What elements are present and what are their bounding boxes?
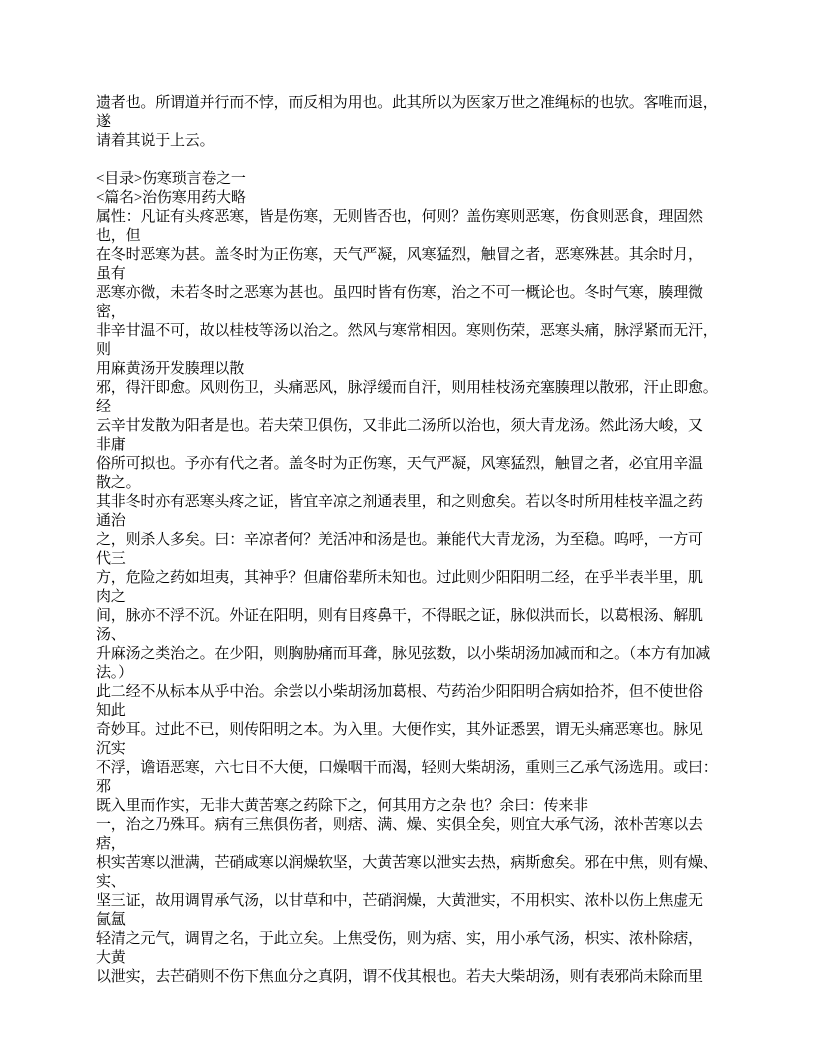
- text-line: 遂: [96, 114, 111, 130]
- text-line: 恶寒亦微，未若冬时之恶寒为甚也。虽四时皆有伤寒，治之不可一概论也。冬时气寒，腠理微: [96, 285, 703, 301]
- text-line: 属性：凡证有头疼恶寒，皆是伤寒，无则皆否也，何则？盖伤寒则恶寒，伤食则恶食，理固然: [96, 209, 703, 225]
- text-line: 在冬时恶寒为甚。盖冬时为正伤寒，天气严凝，风寒猛烈，触冒之者，恶寒殊甚。其余时月，: [96, 247, 703, 263]
- text-line: 经: [96, 399, 111, 415]
- text-line: 非辛甘温不可，故以桂枝等汤以治之。然风与寒常相因。寒则伤荣，恶寒头痛，脉浮紧而无汗，: [96, 323, 718, 339]
- text-line: 之，则杀人多矣。曰：辛凉者何？羌活冲和汤是也。兼能代大青龙汤，为至稳。呜呼，一方可: [96, 532, 703, 548]
- text-line: 沉实: [96, 741, 126, 757]
- text-line: 枳实苦寒以泄满，芒硝咸寒以润燥软坚，大黄苦寒以泄实去热，病斯愈矣。邪在中焦，则有燥、: [96, 855, 718, 871]
- text-line: 坚三证，故用调胃承气汤，以甘草和中，芒硝润燥，大黄泄实，不用枳实、浓朴以伤上焦虚无: [96, 893, 703, 909]
- text-line: 方，危险之药如坦夷，其神乎？但庸俗辈所未知也。过此则少阳阳明二经，在乎半表半里，肌: [96, 570, 703, 586]
- text-line: 用麻黄汤开发腠理以散: [96, 361, 245, 377]
- text-line: 邪，得汗即愈。风则伤卫，头痛恶风，脉浮缓而自汗，则用桂枝汤充塞腠理以散邪，汗止即愈。: [96, 380, 718, 396]
- text-line: 通治: [96, 513, 126, 529]
- text-line: 云辛甘发散为阳者是也。若夫荣卫俱伤，又非此二汤所以治也，须大青龙汤。然此汤大峻，又: [96, 418, 703, 434]
- text-line: 奇妙耳。过此不已，则传阳明之本。为入里。大便作实，其外证悉罢，谓无头痛恶寒也。脉见: [96, 722, 703, 738]
- text-line: 此二经不从标本从乎中治。余尝以小柴胡汤加葛根、芍药治少阳阳明合病如拾芥，但不使世俗: [96, 684, 703, 700]
- text-line: 知此: [96, 703, 126, 719]
- text-line: 实、: [96, 874, 126, 890]
- text-line: 间，脉亦不浮不沉。外证在阳明，则有目疼鼻干，不得眠之证，脉似洪而长，以葛根汤、解肌: [96, 608, 703, 624]
- text-line: 以泄实，去芒硝则不伤下焦血分之真阴，谓不伐其根也。若夫大柴胡汤，则有表邪尚未除而里: [96, 969, 703, 985]
- text-line: 俗所可拟也。予亦有代之者。盖冬时为正伤寒，天气严凝，风寒猛烈，触冒之者，必宜用辛温: [96, 456, 703, 472]
- text-line: 既入里而作实，无非大黄苦寒之药除下之，何其用方之杂 也？余曰：传来非: [96, 798, 588, 814]
- text-line: <篇名>治伤寒用药大略: [96, 190, 246, 206]
- text-line: 非庸: [96, 437, 126, 453]
- text-line: 也，但: [96, 228, 141, 244]
- text-line: 遗者也。所谓道并行而不悖，而反相为用也。此其所以为医家万世之准绳标的也欤。客唯而退，: [96, 95, 718, 111]
- text-line: 请着其说于上云。: [96, 133, 215, 149]
- text-line: <目录>伤寒琐言卷之一: [96, 171, 246, 187]
- text-line: 代三: [96, 551, 126, 567]
- document-text: [96, 94, 726, 987]
- text-line: 轻清之元气，调胃之名，于此立矣。上焦受伤，则为痞、实，用小承气汤，枳实、浓朴除痞，: [96, 931, 703, 947]
- text-line: 不浮，谵语恶寒，六七日不大便，口燥咽干而渴，轻则大柴胡汤，重则三乙承气汤选用。或曰：: [96, 760, 718, 776]
- text-line: 邪: [96, 779, 111, 795]
- text-line: 氤氲: [96, 912, 126, 928]
- text-line: 肉之: [96, 589, 126, 605]
- text-line: 虽有: [96, 266, 126, 282]
- blank-line: [96, 151, 726, 170]
- text-line: 一，治之乃殊耳。病有三焦俱伤者，则痞、满、燥、实俱全矣，则宜大承气汤，浓朴苦寒以去: [96, 817, 703, 833]
- text-line: 其非冬时亦有恶寒头疼之证，皆宜辛凉之剂通表里，和之则愈矣。若以冬时所用桂枝辛温之药: [96, 494, 703, 510]
- text-line: 大黄: [96, 950, 126, 966]
- text-line: 升麻汤之类治之。在少阳，则胸胁痛而耳聋，脉见弦数，以小柴胡汤加减而和之。（本方有加减: [96, 646, 711, 662]
- text-line: 法。）: [96, 665, 133, 681]
- text-line: 痞，: [96, 836, 126, 852]
- text-line: 汤、: [96, 627, 126, 643]
- text-line: 密，: [96, 304, 126, 320]
- text-line: 散之。: [96, 475, 141, 491]
- text-line: 则: [96, 342, 111, 358]
